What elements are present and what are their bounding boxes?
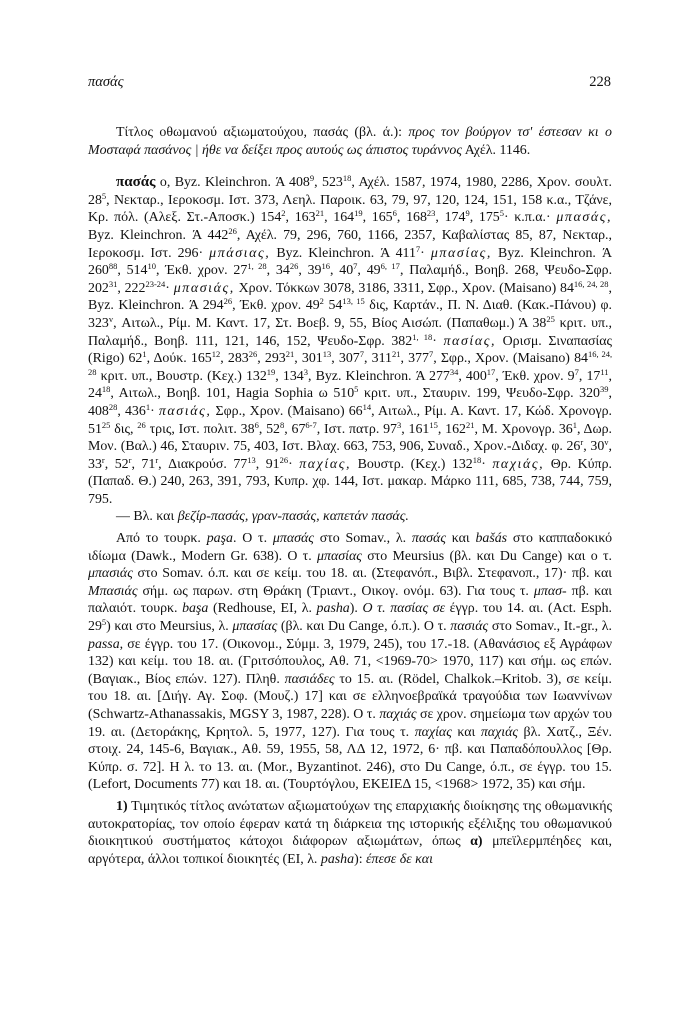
page-number: 228 <box>589 74 611 90</box>
sense-1 <box>88 798 612 868</box>
sense-number: 1) <box>116 798 128 814</box>
sub-a-text: μπεϊλερμπέηδες και, αργότερα, άλλοι τοπικοί διοικητές (EI, λ. <box>88 834 612 867</box>
headword: πασάς <box>116 174 156 191</box>
etymology-paragraph: Από το τουρκ. paşa. Ο τ. μπασάς στο Somav., λ. πασάς και bašás στο καππαδοκικό ιδίωμα (Dawk., Modern Gr. 638). Ο τ. μπασίας στο Meursius (βλ. και Du Cange) και ο τ. μπασιάς στο Somav. ό.π. και σε κείμ. του 18. αι. (Στεφανόπ., Βιβλ. Στεφανοπ., 17)· πβ. και Μπασιάς σήμ. ως παρων. στη Θράκη (Τριαντ., Οικογ. ονόμ. 63). Για τους τ. μπασ- πβ. και παλαιότ. τουρκ. başa (Redhouse, EI, λ. pasha). Ο τ. πασίας σε έγγρ. του 14. αι. (Act. Esph. $29^5$) και στο Meursius, λ. μπασίας (βλ. και Du Cange, ό.π.). Ο τ. πασιάς στο Somav., It.-gr., λ. passa, σε έγγρ. του 17. (Οικονομ., Σύμμ. 3, 1979, 245), του 17.-18. (Αθανάσιος εξ Αγράφων 132) και κείμ. του 18. αι. (Γριτσόπουλος, Αθ. 71, <1969-70> 1970, 117) και σήμ. ως επών. (Βαγιακ., Βίος επών. 127). Πληθ. πασιάδες το 15. αι. (Rödel, Chalkok.–Kritob. 3), σε κείμ. του 18. αι. [Διήγ. Αγ. Σοφ. (Μουζ.) 17] και σε ελληνοεβραϊκά τραγούδια των Ιωαννίνων (Schwartz-Athanassakis, MGSY 3, 1987, 228). Ο τ. παχιάς σε χρον. σημείωμα των αρχών του 19. αι. (Δετοράκης, Κρητολ. 5, 1977, 127). Για τους τ. παχίας και παχιάς βλ. Χατζ., Ξέν. στοιχ. 24, 145-6, Βαγιακ., Αθ. 59, 1955, 58, ΛΔ 12, 1972, 6· πβ. και Παπαδόπουλλος [Θρ. Κύπρ. σ. 72]. Η λ. το 13. αι. (Mor., Byzantinot. 246), στο Du Cange, ό.π., σε έγγρ. του 15. (Lefort, Documents 77) και 18. αι. (Τουρτόγλου, ΕΚΕΙΕΔ 15, <1968> 1972, 35) και σήμ. <box>88 531 613 793</box>
see-also-terms: βεζίρ-πασάς, γραν-πασάς, καπετάν πασάς. <box>177 509 409 525</box>
see-also-prefix: — Βλ. και <box>116 509 178 525</box>
sub-a-label: α) <box>470 834 483 850</box>
sub-a-tail: ): <box>354 851 367 867</box>
intro-text: Τίτλος οθωμανού αξιωματούχου, πασάς (βλ. ά.): <box>116 125 409 140</box>
sense-text: Τιμητικός τίτλος ανώτατων αξιωματούχων της επαρχιακής διοίκησης της οθωμανικής αυτοκρατορίας, τον οποίο έφεραν κατά τη διάρκεια της ιστορικής εξέλιξης του οθωμανικού διοικητικού συστήματος κάτοχοι διάφορων αξιωμάτων, όπως <box>88 798 612 850</box>
running-head: πασάς <box>88 74 124 90</box>
entry-citations: ο, Byz. Kleinchron. Ά $408^9$, $523^{18}$, Αχέλ. 1587, 1974, 1980, 2286, Χρον. σουλτ. $28^5$, Νεκταρ., Ιεροκοσμ. Ιστ. 373, Λεηλ. Παροικ. 63, 79, 97, 120, 124, 151, 158 κ.α., Τζάνε, Κρ. πόλ. (Αλεξ. Στ.-Αποσκ.) $154^2$, $163^{21}$, $164^{19}$, $165^6$, $168^{23}$, $174^9$, $175^5\cdot \kappa.\pi.\alpha.\cdot \mu\pi\alpha\sigma ά\varsigma$, Byz. Kleinchron. Ά $442^{26}$, Αχέλ. 79, 296, 760, 1166, 2357, Καβαλίστας 85, 87, Νεκταρ., Ιεροκοσμ. Ιστ. 296· μπάσιας, Byz. Kleinchron. Ά $411^7\cdot \mu\pi\alpha\sigma ί\alpha\varsigma$, Byz. Kleinchron. Ά $260^{88}$, $514^{10}$, Έκθ. χρον. 27$^{1, 28}$, $34^{26}$, $39^{16}$, $40^7$, 49$^{6, 17}$, Παλαμήδ., Βοηβ. 268, Ψευδο-Σφρ. $202^{31}$, $222^{23-24}\cdot \mu\pi\alpha\sigma\iota ά\varsigma$, Χρον. Τόκκων 3078, 3186, 3311, Σφρ., Χρον. (Maisano) 84$^{16, 24, 28}$, Byz. Kleinchron. Ά $294^{26}$, Έκθ. χρον. $49^2$ 54$^{13, 15}$ δις, Καρτάν., Π. Ν. Διαθ. (Κακ.-Πάνου) φ. 323$^v$, Αιτωλ., Ρίμ. Μ. Καντ. 17, Στ. Βοεβ. 9, 55, Βίος Αισώπ. (Παπαθωμ.) Ά $38^{25}$ κριτ. υπ., Παλαμήδ., Βοηβ. 111, 121, 146, 152, Ψευδο-Σφρ. $382^{1, 18}\cdot \pi\alpha\sigma ί\alpha\varsigma$, Ορισμ. Σιναπασίας (Rigo) $62^1$, Δούκ. $165^{12}$, $283^{26}$, $293^{21}$, $301^{13}$, $307^7$, $311^{21}$, $377^7$, Σφρ., Χρον. (Maisano) 84$^{16, 24, 28}$ κριτ. υπ., Βουστρ. (Κεχ.) $132^{19}$, $134^3$, Byz. Kleinchron. Ά $277^{34}$, $400^{17}$, Έκθ. χρον. $9^7$, $17^{11}$, $24^{18}$, Αιτωλ., Βοηβ. 101, Hagia Sophia ω $510^5$ κριτ. υπ., Σταυριν. 199, Ψευδο-Σφρ. $320^{39}$, $408^{28}$, $436^1\cdot \pi\alpha\sigma\iota ά\varsigma$, Σφρ., Χρον. (Maisano) $66^{14}$, Αιτωλ., Ρίμ. Α. Καντ. 17, Κώδ. Χρονογρ. $51^{25}$ δις, $^{26}$ τρις, Ιστ. πολιτ. $38^6$, $52^8$, 67$^{6-7}$, Ιστ. πατρ. $97^3$, $161^{15}$, $162^{21}$, Μ. Χρονογρ. $36^1$, Δωρ. Μον. (Βαλ.) 46, Σταυριν. 75, 403, Ιστ. Βλαχ. 663, 753, 906, Συναδ., Χρον.-Διδαχ. φ. 26$^r$, 30$^v$, 33$^r$, 52$^r$, 71$^r$, Διακρούσ. $77^{13}$, $91^{26}\cdot \pi\alpha\chi ί\alpha\varsigma$, Βουστρ. (Κεχ.) $132^{18}\cdot \pi\alpha\chi\iota ά\varsigma$, Θρ. Κύπρ. (Παπαδ. Θ.) 240, 263, 391, 793, Κυπρ. χφ. 144, Ιστ. μακαρ. Μάρκο 111, 685, 738, 744, 759, 795. <box>88 173 613 507</box>
dictionary-body <box>88 124 612 868</box>
intro-source: Αχέλ. 1146. <box>461 142 531 158</box>
quote-start: έπεσε δε και <box>366 851 433 867</box>
intro-quote: προς τον βούργον τσ' έστεσαν κι ο Μοσταφά πασάνος | ήθε να δείξει προς αυτούς ως άπιστος τυράννος <box>88 125 612 158</box>
entry-paragraph <box>88 174 612 508</box>
sub-a-term: pasha <box>320 851 355 867</box>
intro-paragraph <box>88 124 612 159</box>
spacer <box>88 159 612 174</box>
see-also <box>88 508 612 526</box>
page-header <box>88 74 611 94</box>
